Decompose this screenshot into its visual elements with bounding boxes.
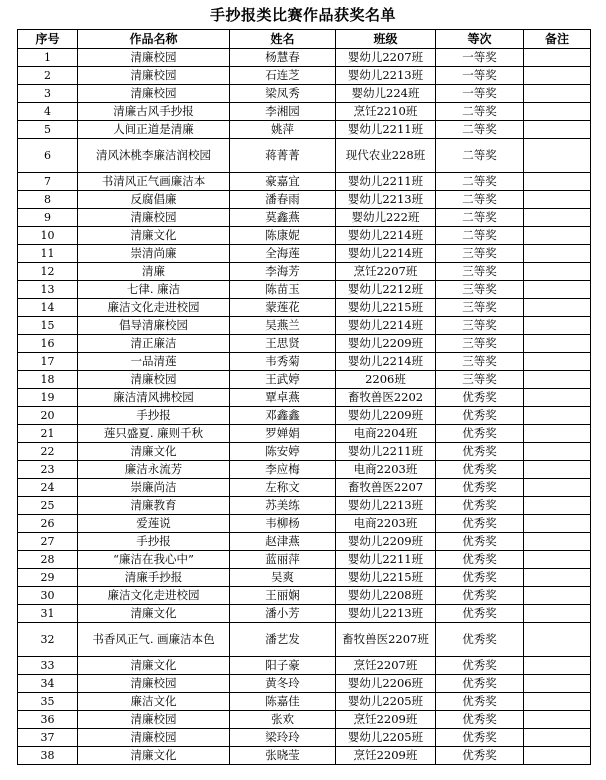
- cell-note: [524, 443, 591, 461]
- cell-name: 陈康妮: [230, 227, 336, 245]
- cell-award: 优秀奖: [436, 443, 524, 461]
- cell-name: 苏美练: [230, 497, 336, 515]
- cell-work: 廉洁文化走进校园: [78, 299, 230, 317]
- cell-award: 三等奖: [436, 335, 524, 353]
- cell-work: 清廉校园: [78, 85, 230, 103]
- cell-work: 清廉手抄报: [78, 569, 230, 587]
- cell-name: 梁玲玲: [230, 729, 336, 747]
- cell-note: [524, 173, 591, 191]
- cell-class: 婴幼儿2213班: [336, 497, 436, 515]
- cell-award: 二等奖: [436, 103, 524, 121]
- cell-work: 手抄报: [78, 407, 230, 425]
- cell-work: 倡导清廉校园: [78, 317, 230, 335]
- table-row: [18, 587, 591, 605]
- cell-class: 婴幼儿224班: [336, 85, 436, 103]
- cell-note: [524, 461, 591, 479]
- table-row: [18, 121, 591, 139]
- table-row: [18, 263, 591, 281]
- cell-no: 30: [18, 587, 78, 605]
- cell-work: 清廉文化: [78, 605, 230, 623]
- cell-work: 书香风正气. 画廉洁本色: [78, 623, 230, 657]
- cell-award: 优秀奖: [436, 461, 524, 479]
- cell-class: 婴幼儿2213班: [336, 67, 436, 85]
- cell-work: 清廉校园: [78, 49, 230, 67]
- table-row: [18, 49, 591, 67]
- cell-name: 张欢: [230, 711, 336, 729]
- table-row: [18, 191, 591, 209]
- table-row: [18, 711, 591, 729]
- table-row: [18, 729, 591, 747]
- cell-award: 优秀奖: [436, 569, 524, 587]
- cell-note: [524, 263, 591, 281]
- cell-class: 婴幼儿2211班: [336, 121, 436, 139]
- cell-award: 优秀奖: [436, 623, 524, 657]
- cell-name: 梁凤秀: [230, 85, 336, 103]
- cell-class: 婴幼儿2206班: [336, 675, 436, 693]
- cell-work: 书清风正气画廉洁本: [78, 173, 230, 191]
- cell-work: 崇清尚廉: [78, 245, 230, 263]
- cell-note: [524, 49, 591, 67]
- table-row: [18, 317, 591, 335]
- cell-note: [524, 335, 591, 353]
- cell-work: 爱莲说: [78, 515, 230, 533]
- cell-work: 人间正道是清廉: [78, 121, 230, 139]
- cell-class: 婴幼儿2207班: [336, 49, 436, 67]
- table-row: [18, 533, 591, 551]
- cell-name: 覃卓燕: [230, 389, 336, 407]
- cell-note: [524, 103, 591, 121]
- cell-class: 烹饪2209班: [336, 711, 436, 729]
- cell-class: 电商2203班: [336, 515, 436, 533]
- table-row: [18, 85, 591, 103]
- cell-award: 优秀奖: [436, 747, 524, 765]
- cell-class: 婴幼儿2209班: [336, 335, 436, 353]
- cell-no: 36: [18, 711, 78, 729]
- document-title: 手抄报类比赛作品获奖名单: [209, 6, 396, 24]
- cell-class: 畜牧兽医2202: [336, 389, 436, 407]
- cell-class: 婴幼儿2209班: [336, 407, 436, 425]
- cell-award: 优秀奖: [436, 605, 524, 623]
- cell-no: 32: [18, 623, 78, 657]
- cell-no: 12: [18, 263, 78, 281]
- cell-award: 三等奖: [436, 245, 524, 263]
- cell-name: 全海莲: [230, 245, 336, 263]
- cell-note: [524, 139, 591, 173]
- cell-no: 8: [18, 191, 78, 209]
- cell-note: [524, 425, 591, 443]
- cell-award: 一等奖: [436, 49, 524, 67]
- cell-award: 优秀奖: [436, 497, 524, 515]
- cell-no: 25: [18, 497, 78, 515]
- cell-name: 韦柳杨: [230, 515, 336, 533]
- cell-name: 韦秀菊: [230, 353, 336, 371]
- table-row: [18, 299, 591, 317]
- cell-work: 一品清莲: [78, 353, 230, 371]
- cell-work: 清廉校园: [78, 371, 230, 389]
- cell-name: 吴燕兰: [230, 317, 336, 335]
- header-name: 姓名: [230, 30, 336, 49]
- cell-no: 18: [18, 371, 78, 389]
- cell-award: 三等奖: [436, 371, 524, 389]
- cell-work: 清廉教育: [78, 497, 230, 515]
- table-header-row: [18, 30, 591, 49]
- cell-name: 左称文: [230, 479, 336, 497]
- cell-name: 蒙莲花: [230, 299, 336, 317]
- cell-name: 莫鑫燕: [230, 209, 336, 227]
- cell-name: 陈苗玉: [230, 281, 336, 299]
- cell-note: [524, 67, 591, 85]
- cell-work: 手抄报: [78, 533, 230, 551]
- cell-class: 婴幼儿2214班: [336, 317, 436, 335]
- cell-award: 二等奖: [436, 209, 524, 227]
- cell-class: 婴幼儿2214班: [336, 353, 436, 371]
- cell-class: 婴幼儿2215班: [336, 299, 436, 317]
- cell-name: 李湘园: [230, 103, 336, 121]
- table-row: [18, 747, 591, 765]
- cell-note: [524, 121, 591, 139]
- cell-work: 反腐倡廉: [78, 191, 230, 209]
- cell-work: 清廉古风手抄报: [78, 103, 230, 121]
- cell-award: 二等奖: [436, 139, 524, 173]
- cell-class: 电商2204班: [336, 425, 436, 443]
- table-row: [18, 407, 591, 425]
- cell-no: 38: [18, 747, 78, 765]
- table-row: [18, 675, 591, 693]
- cell-work: 清廉文化: [78, 227, 230, 245]
- cell-award: 二等奖: [436, 173, 524, 191]
- cell-no: 13: [18, 281, 78, 299]
- table-row: [18, 245, 591, 263]
- cell-work: 清廉校园: [78, 729, 230, 747]
- table-row: [18, 569, 591, 587]
- table-row: [18, 479, 591, 497]
- cell-no: 19: [18, 389, 78, 407]
- cell-award: 三等奖: [436, 263, 524, 281]
- cell-note: [524, 711, 591, 729]
- cell-award: 优秀奖: [436, 425, 524, 443]
- cell-note: [524, 245, 591, 263]
- cell-note: [524, 587, 591, 605]
- cell-note: [524, 623, 591, 657]
- cell-note: [524, 605, 591, 623]
- cell-work: 廉洁文化走进校园: [78, 587, 230, 605]
- cell-award: 优秀奖: [436, 533, 524, 551]
- cell-name: 罗婵娟: [230, 425, 336, 443]
- table-row: [18, 335, 591, 353]
- cell-note: [524, 515, 591, 533]
- table-row: [18, 693, 591, 711]
- cell-class: 婴幼儿2209班: [336, 533, 436, 551]
- cell-name: 王思贤: [230, 335, 336, 353]
- cell-no: 22: [18, 443, 78, 461]
- table-row: [18, 67, 591, 85]
- cell-work: 清廉校园: [78, 675, 230, 693]
- cell-work: 七律. 廉洁: [78, 281, 230, 299]
- cell-class: 婴幼儿2205班: [336, 729, 436, 747]
- cell-work: 清廉校园: [78, 711, 230, 729]
- cell-note: [524, 209, 591, 227]
- table-body: [18, 49, 591, 765]
- award-table: [17, 29, 591, 765]
- cell-award: 一等奖: [436, 85, 524, 103]
- cell-award: 优秀奖: [436, 711, 524, 729]
- cell-work: 清廉: [78, 263, 230, 281]
- cell-note: [524, 317, 591, 335]
- cell-award: 优秀奖: [436, 389, 524, 407]
- cell-award: 优秀奖: [436, 407, 524, 425]
- cell-class: 畜牧兽医2207班: [336, 623, 436, 657]
- table-row: [18, 551, 591, 569]
- cell-class: 畜牧兽医2207: [336, 479, 436, 497]
- cell-name: 潘小芳: [230, 605, 336, 623]
- cell-no: 1: [18, 49, 78, 67]
- cell-note: [524, 729, 591, 747]
- cell-work: 清廉文化: [78, 657, 230, 675]
- cell-no: 14: [18, 299, 78, 317]
- cell-name: 李海芳: [230, 263, 336, 281]
- cell-name: 豪嘉宜: [230, 173, 336, 191]
- table-row: [18, 389, 591, 407]
- cell-note: [524, 533, 591, 551]
- cell-work: 廉洁永流芳: [78, 461, 230, 479]
- table-row: [18, 353, 591, 371]
- cell-no: 33: [18, 657, 78, 675]
- cell-name: 蒋菁菁: [230, 139, 336, 173]
- cell-note: [524, 85, 591, 103]
- cell-class: 婴幼儿2215班: [336, 569, 436, 587]
- cell-name: 邓鑫鑫: [230, 407, 336, 425]
- cell-name: 王武婷: [230, 371, 336, 389]
- cell-class: 婴幼儿2211班: [336, 173, 436, 191]
- cell-name: 姚萍: [230, 121, 336, 139]
- cell-class: 婴幼儿2211班: [336, 443, 436, 461]
- cell-note: [524, 569, 591, 587]
- cell-name: 潘艺发: [230, 623, 336, 657]
- cell-name: 赵津燕: [230, 533, 336, 551]
- cell-class: 婴幼儿2213班: [336, 605, 436, 623]
- cell-no: 7: [18, 173, 78, 191]
- cell-name: 吴爽: [230, 569, 336, 587]
- cell-no: 26: [18, 515, 78, 533]
- cell-award: 二等奖: [436, 121, 524, 139]
- cell-no: 6: [18, 139, 78, 173]
- cell-name: 杨慧春: [230, 49, 336, 67]
- cell-award: 三等奖: [436, 281, 524, 299]
- header-award: 等次: [436, 30, 524, 49]
- cell-note: [524, 407, 591, 425]
- cell-work: 清正廉洁: [78, 335, 230, 353]
- cell-note: [524, 497, 591, 515]
- cell-work: 清廉校园: [78, 67, 230, 85]
- cell-no: 37: [18, 729, 78, 747]
- cell-no: 15: [18, 317, 78, 335]
- table-row: [18, 461, 591, 479]
- cell-work: “廉洁在我心中”: [78, 551, 230, 569]
- cell-note: [524, 479, 591, 497]
- cell-work: 崇廉尚洁: [78, 479, 230, 497]
- cell-name: 黄冬玲: [230, 675, 336, 693]
- cell-class: 婴幼儿2214班: [336, 245, 436, 263]
- cell-name: 陈安婷: [230, 443, 336, 461]
- cell-no: 28: [18, 551, 78, 569]
- cell-no: 24: [18, 479, 78, 497]
- cell-note: [524, 191, 591, 209]
- cell-class: 烹饪2207班: [336, 263, 436, 281]
- cell-class: 婴幼儿2205班: [336, 693, 436, 711]
- cell-class: 婴幼儿2208班: [336, 587, 436, 605]
- cell-class: 烹饪2209班: [336, 747, 436, 765]
- cell-note: [524, 675, 591, 693]
- cell-work: 廉洁清风拂校园: [78, 389, 230, 407]
- cell-award: 二等奖: [436, 191, 524, 209]
- table-row: [18, 443, 591, 461]
- cell-class: 2206班: [336, 371, 436, 389]
- cell-note: [524, 299, 591, 317]
- table-row: [18, 371, 591, 389]
- cell-note: [524, 371, 591, 389]
- cell-class: 现代农业228班: [336, 139, 436, 173]
- cell-award: 优秀奖: [436, 479, 524, 497]
- cell-no: 16: [18, 335, 78, 353]
- table-row: [18, 497, 591, 515]
- table-row: [18, 209, 591, 227]
- cell-note: [524, 747, 591, 765]
- header-work: 作品名称: [78, 30, 230, 49]
- cell-award: 优秀奖: [436, 675, 524, 693]
- cell-work: 清廉校园: [78, 209, 230, 227]
- cell-no: 3: [18, 85, 78, 103]
- cell-class: 电商2203班: [336, 461, 436, 479]
- cell-name: 阳子豪: [230, 657, 336, 675]
- cell-no: 11: [18, 245, 78, 263]
- cell-work: 清廉文化: [78, 443, 230, 461]
- header-class: 班级: [336, 30, 436, 49]
- cell-award: 优秀奖: [436, 587, 524, 605]
- cell-work: 莲只盛夏. 廉则千秋: [78, 425, 230, 443]
- cell-award: 优秀奖: [436, 729, 524, 747]
- cell-name: 张晓莹: [230, 747, 336, 765]
- cell-work: 廉洁文化: [78, 693, 230, 711]
- cell-no: 35: [18, 693, 78, 711]
- cell-note: [524, 227, 591, 245]
- header-no: 序号: [18, 30, 78, 49]
- cell-name: 王丽娴: [230, 587, 336, 605]
- cell-work: 清廉文化: [78, 747, 230, 765]
- cell-award: 优秀奖: [436, 551, 524, 569]
- cell-note: [524, 389, 591, 407]
- table-row: [18, 425, 591, 443]
- cell-no: 17: [18, 353, 78, 371]
- cell-class: 烹饪2207班: [336, 657, 436, 675]
- cell-no: 34: [18, 675, 78, 693]
- cell-class: 婴幼儿2211班: [336, 551, 436, 569]
- header-note: 备注: [524, 30, 591, 49]
- cell-no: 31: [18, 605, 78, 623]
- table-row: [18, 227, 591, 245]
- table-row: [18, 657, 591, 675]
- cell-no: 4: [18, 103, 78, 121]
- table-row: [18, 103, 591, 121]
- cell-award: 一等奖: [436, 67, 524, 85]
- cell-name: 李应梅: [230, 461, 336, 479]
- cell-class: 婴幼儿222班: [336, 209, 436, 227]
- cell-award: 优秀奖: [436, 693, 524, 711]
- cell-no: 27: [18, 533, 78, 551]
- cell-note: [524, 551, 591, 569]
- table-row: [18, 139, 591, 173]
- cell-class: 婴幼儿2212班: [336, 281, 436, 299]
- cell-no: 10: [18, 227, 78, 245]
- cell-name: 陈嘉佳: [230, 693, 336, 711]
- cell-award: 三等奖: [436, 317, 524, 335]
- table-row: [18, 623, 591, 657]
- cell-class: 烹饪2210班: [336, 103, 436, 121]
- cell-award: 三等奖: [436, 299, 524, 317]
- cell-note: [524, 693, 591, 711]
- table-row: [18, 515, 591, 533]
- cell-class: 婴幼儿2213班: [336, 191, 436, 209]
- cell-no: 2: [18, 67, 78, 85]
- cell-award: 二等奖: [436, 227, 524, 245]
- cell-name: 石连芝: [230, 67, 336, 85]
- cell-note: [524, 353, 591, 371]
- cell-no: 23: [18, 461, 78, 479]
- table-row: [18, 281, 591, 299]
- table-row: [18, 605, 591, 623]
- cell-class: 婴幼儿2214班: [336, 227, 436, 245]
- cell-award: 优秀奖: [436, 515, 524, 533]
- cell-work: 清风沐桃李廉洁润校园: [78, 139, 230, 173]
- cell-no: 29: [18, 569, 78, 587]
- cell-name: 潘春雨: [230, 191, 336, 209]
- cell-no: 9: [18, 209, 78, 227]
- cell-no: 20: [18, 407, 78, 425]
- cell-note: [524, 657, 591, 675]
- cell-no: 21: [18, 425, 78, 443]
- cell-award: 三等奖: [436, 353, 524, 371]
- cell-award: 优秀奖: [436, 657, 524, 675]
- cell-name: 蓝丽萍: [230, 551, 336, 569]
- cell-note: [524, 281, 591, 299]
- table-row: [18, 173, 591, 191]
- cell-no: 5: [18, 121, 78, 139]
